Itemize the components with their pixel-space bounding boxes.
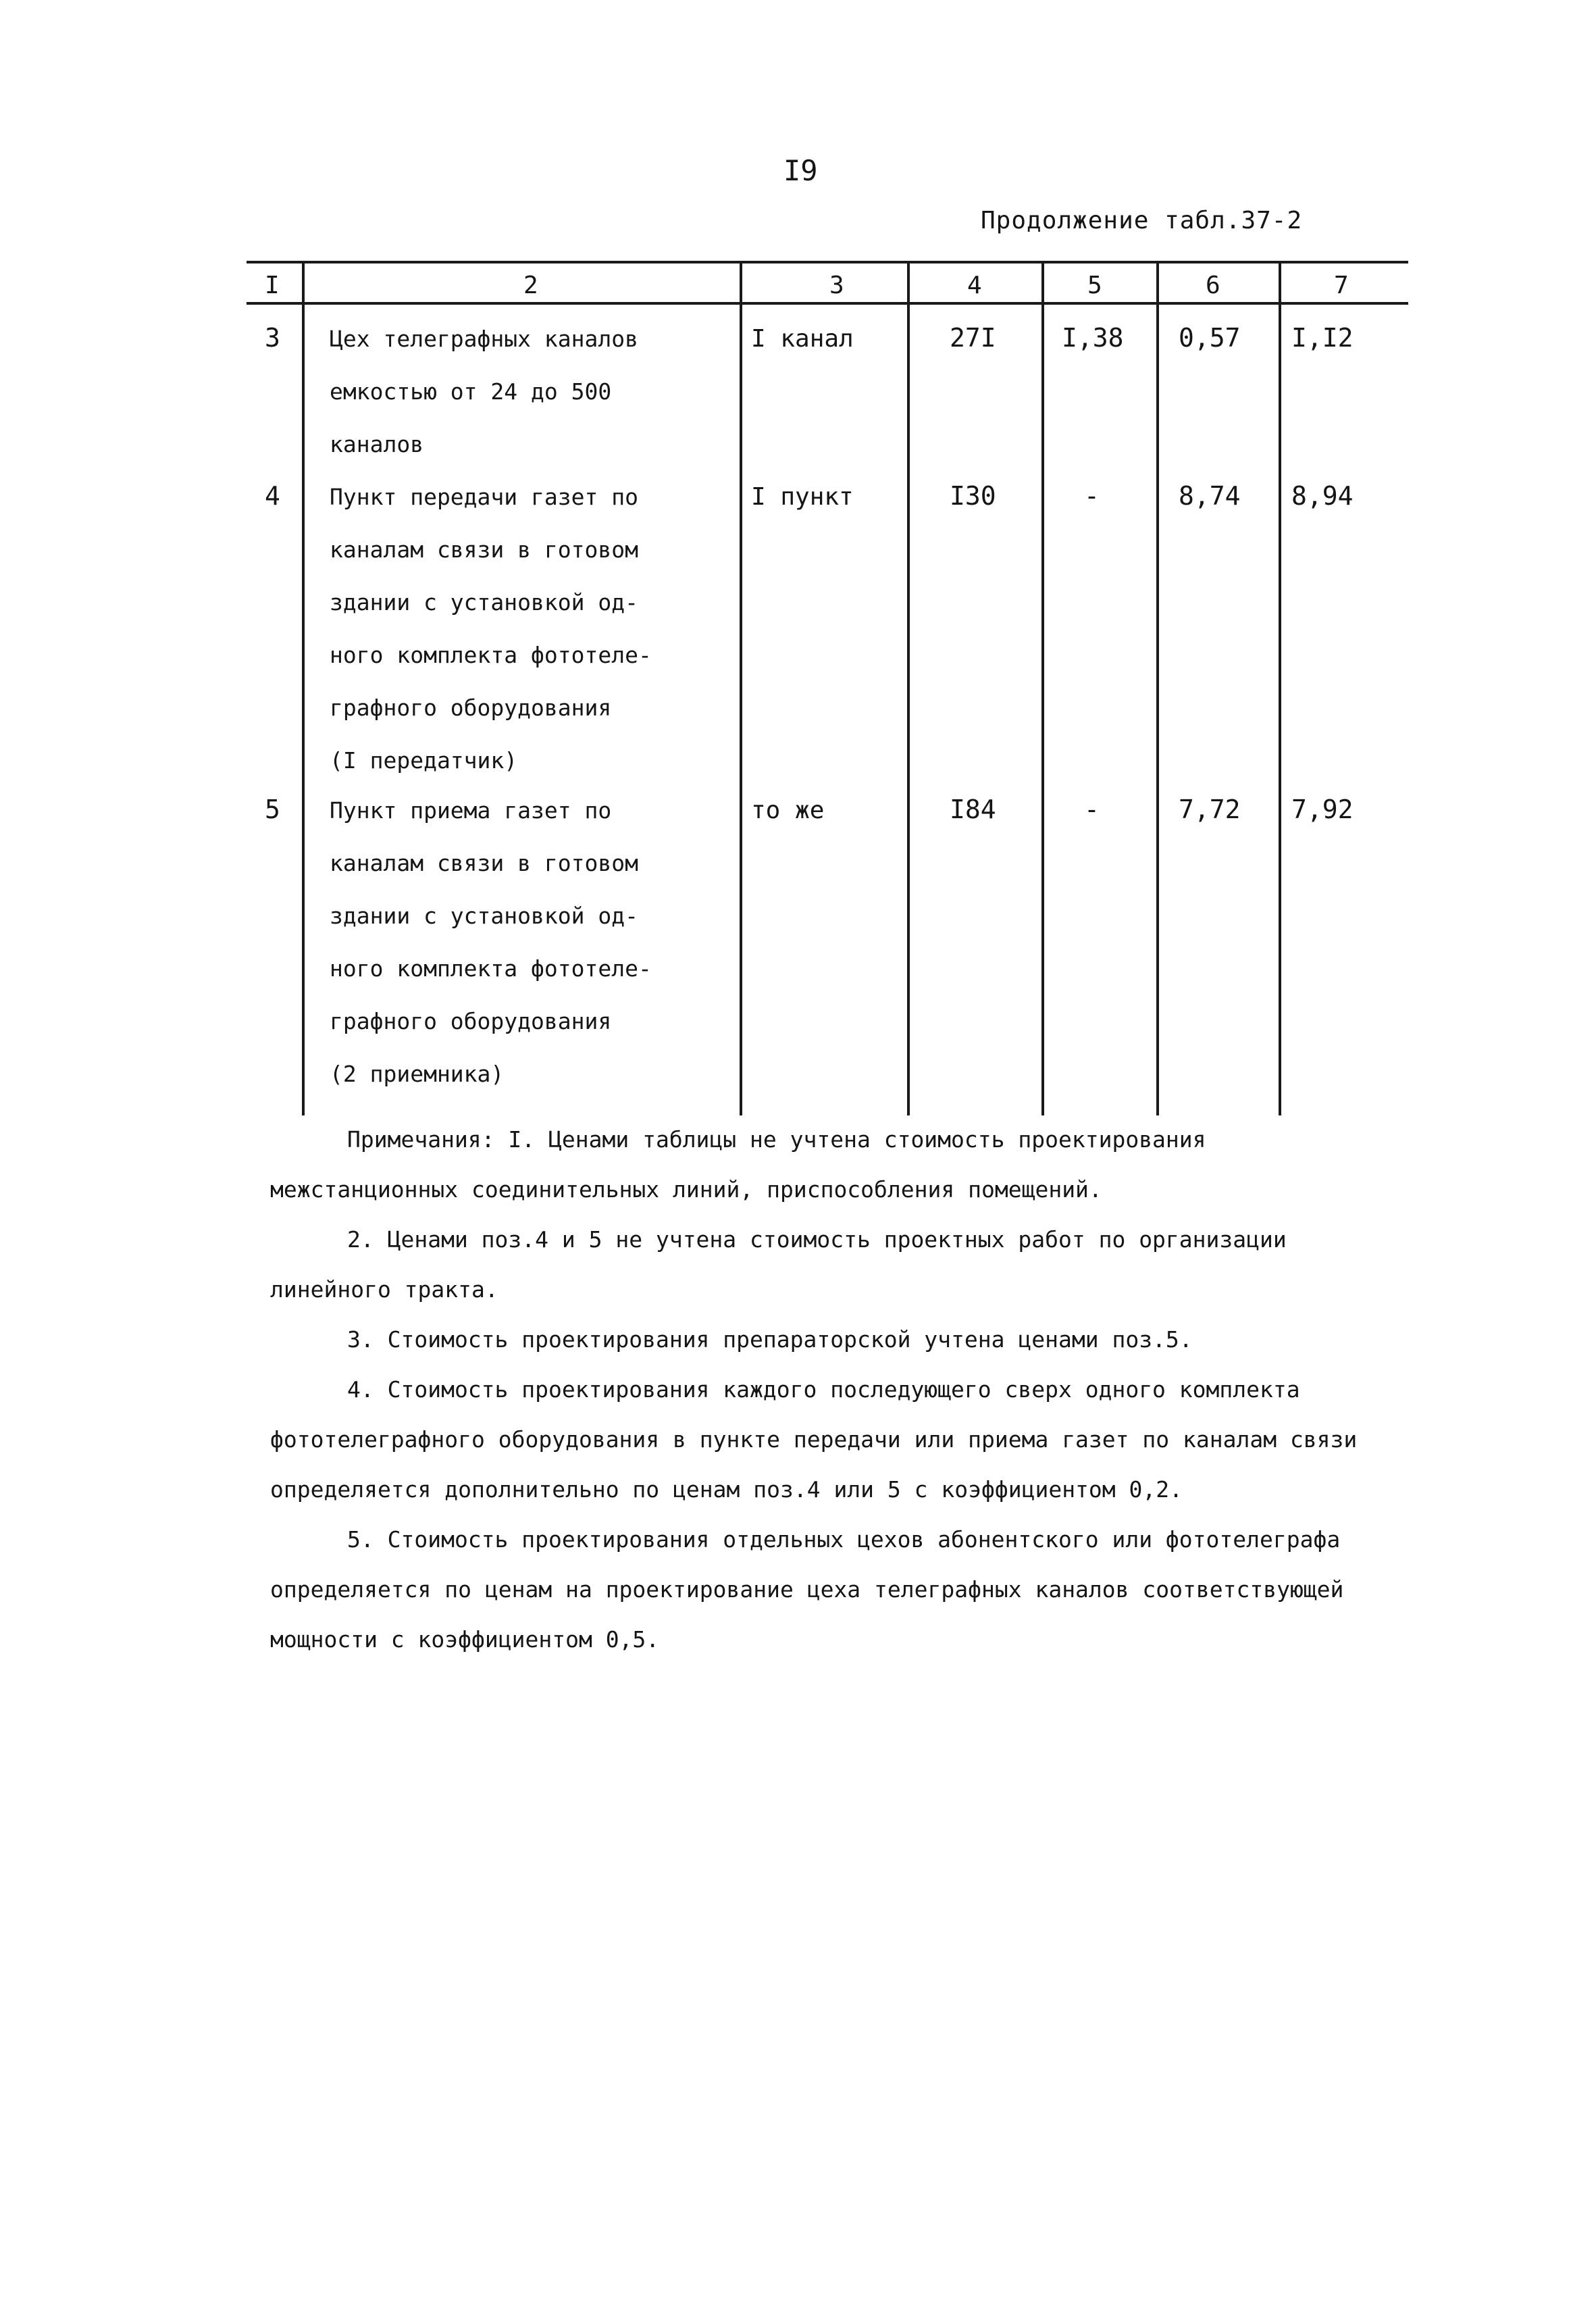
table-row-name: Пункт приема газет по каналам связи в готовом здании с установкой од- ного комплекта фототеле- графного оборудования (2 приемника) — [330, 797, 652, 1087]
col-divider-4 — [1041, 261, 1044, 1115]
table-caption: Продолжение табл.37-2 — [981, 207, 1303, 234]
col-divider-3 — [907, 261, 910, 1115]
table-row-col5: I,38 — [1062, 323, 1124, 353]
table-row-pos: 3 — [265, 323, 280, 353]
table-row-col5: - — [1084, 795, 1100, 824]
table-row-name: Пункт передачи газет по каналам связи в готовом здании с установкой од- ного комплекта фототеле- графного оборудования (I передатчик) — [330, 484, 652, 774]
table-row-col4: I84 — [950, 795, 996, 824]
table-row-col7: 7,92 — [1291, 795, 1354, 824]
header-col-5: 5 — [1087, 272, 1102, 299]
table-row-unit: I пункт — [751, 483, 854, 511]
header-col-7: 7 — [1334, 272, 1349, 299]
note-5: 5. Стоимость проектирования отдельных цехов абонентского или фототелеграфа определяется по ценам на проектирование цеха телеграфных каналов соответствующей мощности с коэффициентом 0,5. — [270, 1526, 1344, 1653]
table-row-unit: то же — [751, 797, 825, 824]
table-header-rule — [247, 302, 1408, 305]
note-3: 3. Стоимость проектирования препараторской учтена ценами поз.5. — [347, 1326, 1193, 1353]
table-row-col4: 27I — [950, 323, 996, 353]
table-top-rule — [247, 261, 1408, 263]
header-col-4: 4 — [967, 272, 982, 299]
note-2: 2. Ценами поз.4 и 5 не учтена стоимость проектных работ по организации линейного тракта. — [270, 1226, 1287, 1303]
table-row-col4: I30 — [950, 481, 996, 511]
table-row-col6: 7,72 — [1179, 795, 1241, 824]
table-row-unit: I канал — [751, 325, 854, 353]
page-number: I9 — [783, 154, 818, 187]
header-col-3: 3 — [829, 272, 844, 299]
table-row-name: Цех телеграфных каналов емкостью от 24 до 500 каналов — [330, 326, 638, 457]
table-row-col7: I,I2 — [1291, 323, 1354, 353]
col-divider-2 — [740, 261, 742, 1115]
col-divider-5 — [1156, 261, 1159, 1115]
note-4: 4. Стоимость проектирования каждого последующего сверх одного комплекта фототелеграфного оборудования в пункте передачи или приема газет по каналам связи определяется дополнительно по ценам поз.4 или 5 с коэффициентом 0,2. — [270, 1376, 1358, 1503]
table-row-pos: 5 — [265, 795, 280, 824]
table-row-col6: 8,74 — [1179, 481, 1241, 511]
table-row-col7: 8,94 — [1291, 481, 1354, 511]
table-row-col6: 0,57 — [1179, 323, 1241, 353]
col-divider-1 — [302, 261, 305, 1115]
table-row-col5: - — [1084, 481, 1100, 511]
table-notes — [270, 1115, 1378, 1665]
note-1: Примечания: I. Ценами таблицы не учтена стоимость проектирования межстанционных соединительных линий, приспособления помещений. — [270, 1126, 1206, 1203]
col-divider-6 — [1279, 261, 1281, 1115]
header-col-6: 6 — [1206, 272, 1220, 299]
header-col-2: 2 — [523, 272, 538, 299]
table-row-pos: 4 — [265, 481, 280, 511]
header-col-1: I — [265, 272, 280, 299]
